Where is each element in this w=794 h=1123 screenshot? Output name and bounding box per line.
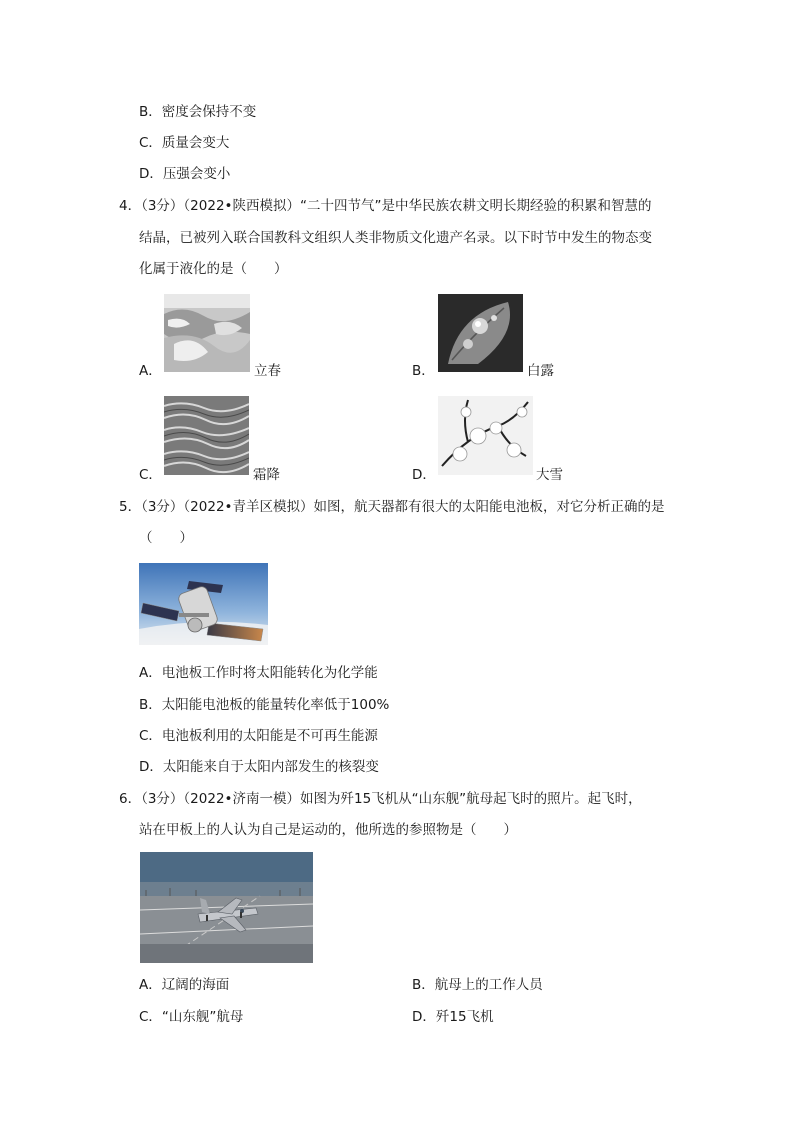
q6-stem-line-1: 6．（3分）（2022•济南一模）如图为歼15飞机从“山东舰”航母起飞时的照片。起飞时， bbox=[119, 791, 642, 807]
q4-stem-line-3: 化属于液化的是（ ） bbox=[139, 261, 288, 277]
q6-option-b: B．航母上的工作人员 bbox=[412, 977, 543, 993]
q6-stem-line-2: 站在甲板上的人认为自己是运动的，他所选的参照物是（ ） bbox=[139, 822, 517, 838]
q6-option-d: D．歼15飞机 bbox=[412, 1009, 494, 1025]
q4-option-c-caption: 霜降 bbox=[253, 467, 280, 483]
q6-option-c: C．“山东舰”航母 bbox=[139, 1009, 244, 1025]
dew-leaf-photo-icon bbox=[438, 294, 523, 372]
q4-stem-line-1: 4．（3分）（2022•陕西模拟）“二十四节气”是中华民族农耕文明长期经验的积累和智慧的 bbox=[119, 198, 652, 214]
q4-option-b-letter: B． bbox=[412, 363, 435, 379]
q6-option-a: A．辽阔的海面 bbox=[139, 977, 230, 993]
frost-photo-icon bbox=[164, 396, 249, 475]
carrier-jet-photo-icon bbox=[140, 852, 313, 963]
option-d-prev: D．压强会变小 bbox=[139, 166, 231, 182]
q5-option-b: B．太阳能电池板的能量转化率低于100% bbox=[139, 697, 390, 713]
q5-option-c: C．电池板利用的太阳能是不可再生能源 bbox=[139, 728, 378, 744]
option-c-prev: C．质量会变大 bbox=[139, 135, 230, 151]
q4-option-c-letter: C． bbox=[139, 467, 162, 483]
q4-option-d-caption: 大雪 bbox=[536, 467, 563, 483]
q5-option-a: A．电池板工作时将太阳能转化为化学能 bbox=[139, 665, 378, 681]
q4-stem-line-2: 结晶，已被列入联合国教科文组织人类非物质文化遗产名录。以下时节中发生的物态变 bbox=[139, 230, 652, 246]
q4-option-a-letter: A． bbox=[139, 363, 162, 379]
q5-stem-line-1: 5．（3分）（2022•青羊区模拟）如图，航天器都有很大的太阳能电池板，对它分析正确的是 bbox=[119, 499, 665, 515]
snow-branch-photo-icon bbox=[438, 396, 533, 475]
ice-photo-icon bbox=[164, 294, 250, 372]
q4-option-a-caption: 立春 bbox=[254, 363, 281, 379]
option-b-prev: B．密度会保持不变 bbox=[139, 104, 257, 120]
q5-stem-line-2: （ ） bbox=[139, 530, 193, 546]
spacecraft-photo-icon bbox=[139, 563, 268, 645]
q4-option-b-caption: 白露 bbox=[527, 363, 554, 379]
q4-option-d-letter: D． bbox=[412, 467, 436, 483]
q5-option-d: D．太阳能来自于太阳内部发生的核裂变 bbox=[139, 759, 379, 775]
